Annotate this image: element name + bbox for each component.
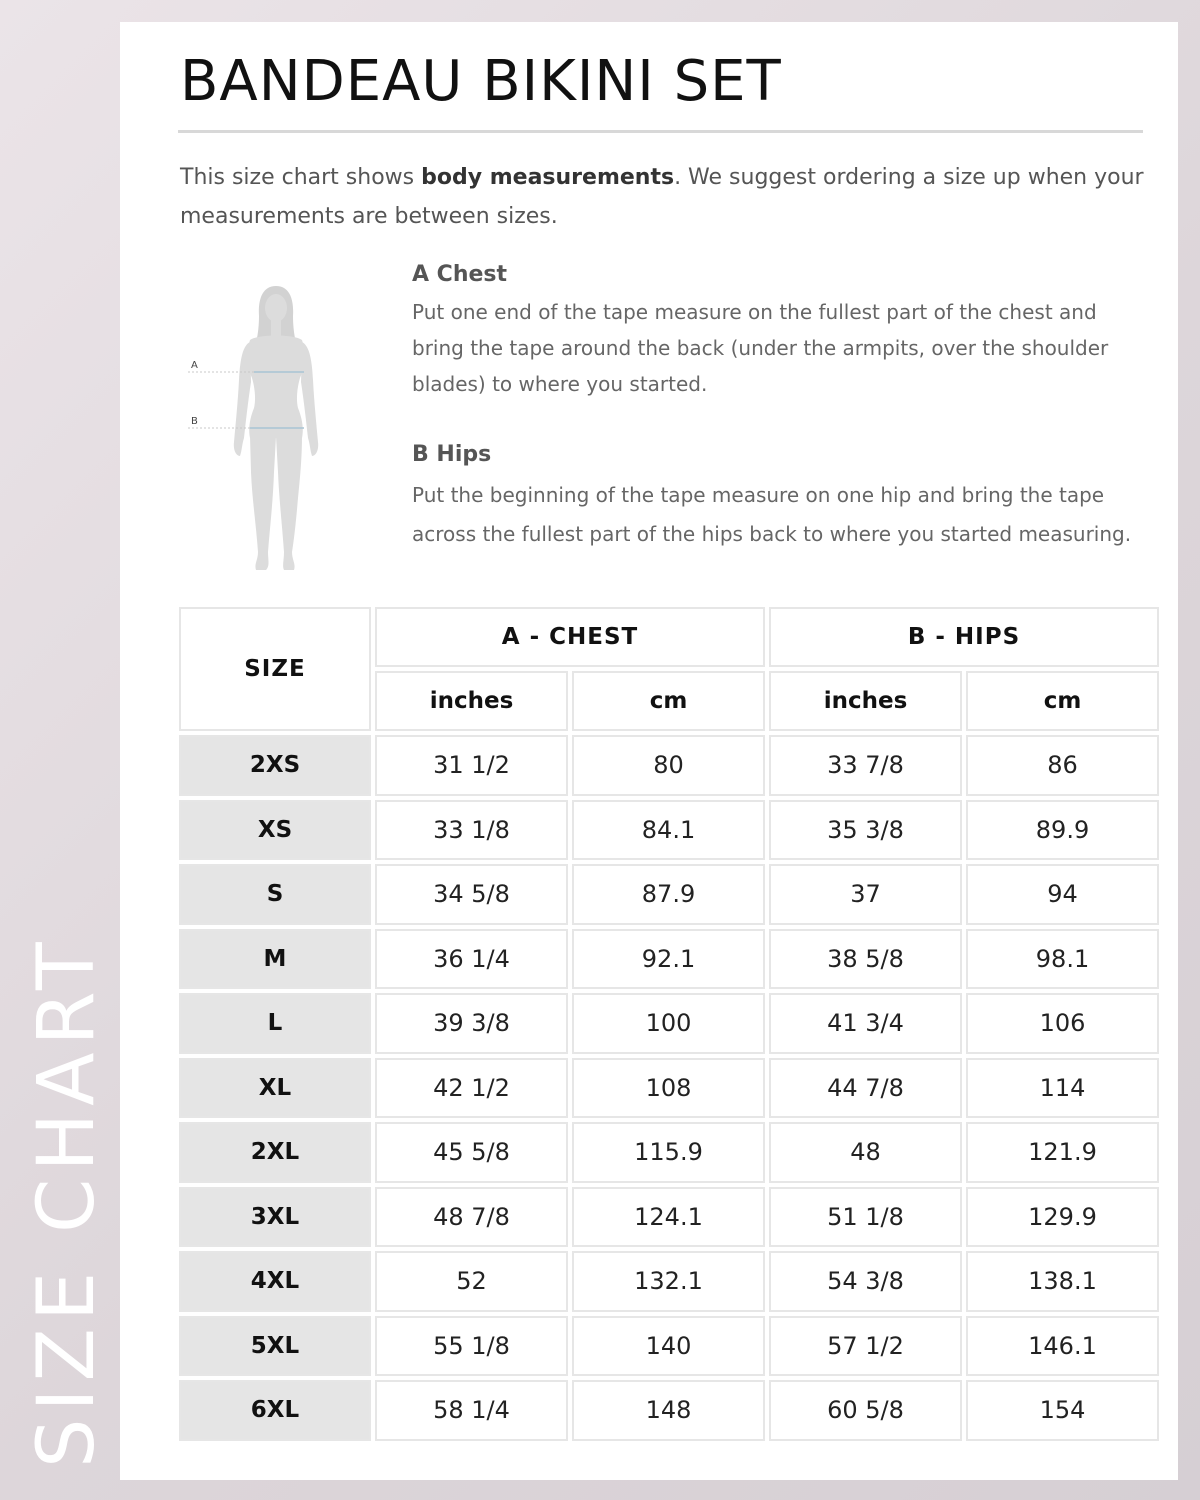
table-row xyxy=(179,1187,1159,1248)
hips-cm-cell: 138.1 xyxy=(966,1251,1159,1312)
chest-inches-cell: 45 5/8 xyxy=(375,1122,568,1183)
hips-cm-cell: 94 xyxy=(966,864,1159,925)
chest-inches-cell: 31 1/2 xyxy=(375,735,568,796)
chest-cm-cell: 132.1 xyxy=(572,1251,765,1312)
table-row xyxy=(179,1316,1159,1377)
chest-group-header: A - CHEST xyxy=(375,607,765,667)
chest-cm-cell: 148 xyxy=(572,1380,765,1441)
size-cell: S xyxy=(179,864,371,925)
size-table-body xyxy=(179,735,1159,1441)
chest-inches-cell: 39 3/8 xyxy=(375,993,568,1054)
size-table xyxy=(175,603,1163,1445)
chest-inches-cell: 36 1/4 xyxy=(375,929,568,990)
size-column-header: SIZE xyxy=(179,607,371,731)
chest-inches-cell: 58 1/4 xyxy=(375,1380,568,1441)
chest-inches-header: inches xyxy=(375,671,568,731)
table-row xyxy=(179,735,1159,796)
hips-inches-cell: 33 7/8 xyxy=(769,735,962,796)
chest-cm-cell: 87.9 xyxy=(572,864,765,925)
hips-text: Put the beginning of the tape measure on one hip and bring the tape across the fullest part of the hips back to where you started measuring. xyxy=(412,483,1132,546)
figure-label-a: A xyxy=(191,360,198,371)
table-row xyxy=(179,1251,1159,1312)
size-cell: 3XL xyxy=(179,1187,371,1248)
chest-inches-cell: 33 1/8 xyxy=(375,800,568,861)
chest-heading: A Chest xyxy=(412,262,508,287)
chest-cm-header: cm xyxy=(572,671,765,731)
hips-heading: B Hips xyxy=(412,442,492,467)
chest-inches-cell: 48 7/8 xyxy=(375,1187,568,1248)
chest-cm-cell: 115.9 xyxy=(572,1122,765,1183)
intro-text-start: This size chart shows xyxy=(180,165,422,190)
size-cell: XL xyxy=(179,1058,371,1119)
size-cell: 6XL xyxy=(179,1380,371,1441)
table-row xyxy=(179,929,1159,990)
chest-cm-cell: 100 xyxy=(572,993,765,1054)
hips-cm-cell: 129.9 xyxy=(966,1187,1159,1248)
intro-text-end: . We suggest ordering a size up when your measurements are between sizes. xyxy=(180,165,1144,229)
hips-cm-cell: 121.9 xyxy=(966,1122,1159,1183)
hips-group-header: B - HIPS xyxy=(769,607,1159,667)
hips-cm-cell: 146.1 xyxy=(966,1316,1159,1377)
hips-inches-cell: 54 3/8 xyxy=(769,1251,962,1312)
hips-inches-cell: 35 3/8 xyxy=(769,800,962,861)
size-chart-card xyxy=(120,22,1178,1480)
hips-inches-cell: 41 3/4 xyxy=(769,993,962,1054)
size-cell: 2XL xyxy=(179,1122,371,1183)
size-cell: XS xyxy=(179,800,371,861)
hips-inches-cell: 60 5/8 xyxy=(769,1380,962,1441)
intro-text xyxy=(180,158,1145,236)
title-divider xyxy=(178,130,1143,133)
chest-instructions xyxy=(412,258,1147,402)
chest-cm-cell: 92.1 xyxy=(572,929,765,990)
table-row xyxy=(179,1058,1159,1119)
hips-inches-cell: 38 5/8 xyxy=(769,929,962,990)
chest-inches-cell: 52 xyxy=(375,1251,568,1312)
table-row xyxy=(179,993,1159,1054)
hips-cm-header: cm xyxy=(966,671,1159,731)
page-title: BANDEAU BIKINI SET xyxy=(180,49,782,114)
hips-cm-cell: 106 xyxy=(966,993,1159,1054)
hips-cm-cell: 89.9 xyxy=(966,800,1159,861)
hips-inches-header: inches xyxy=(769,671,962,731)
hips-inches-cell: 57 1/2 xyxy=(769,1316,962,1377)
chest-inches-cell: 42 1/2 xyxy=(375,1058,568,1119)
hips-instructions xyxy=(412,438,1147,554)
table-row xyxy=(179,800,1159,861)
hips-cm-cell: 114 xyxy=(966,1058,1159,1119)
chest-cm-cell: 124.1 xyxy=(572,1187,765,1248)
hips-inches-cell: 37 xyxy=(769,864,962,925)
chest-cm-cell: 80 xyxy=(572,735,765,796)
hips-cm-cell: 86 xyxy=(966,735,1159,796)
intro-text-bold: body measurements xyxy=(421,165,675,190)
hips-cm-cell: 154 xyxy=(966,1380,1159,1441)
hips-inches-cell: 48 xyxy=(769,1122,962,1183)
size-cell: 2XS xyxy=(179,735,371,796)
size-chart-side-label: SIZE CHART xyxy=(22,935,112,1468)
chest-cm-cell: 108 xyxy=(572,1058,765,1119)
body-measurement-figure xyxy=(178,262,378,582)
figure-label-b: B xyxy=(191,416,198,427)
chest-cm-cell: 140 xyxy=(572,1316,765,1377)
size-cell: M xyxy=(179,929,371,990)
size-cell: L xyxy=(179,993,371,1054)
chest-cm-cell: 84.1 xyxy=(572,800,765,861)
hips-inches-cell: 44 7/8 xyxy=(769,1058,962,1119)
chest-text: Put one end of the tape measure on the fullest part of the chest and bring the tape around the back (under the armpits, over the shoulder blades) to where you started. xyxy=(412,300,1109,396)
chest-inches-cell: 34 5/8 xyxy=(375,864,568,925)
size-cell: 4XL xyxy=(179,1251,371,1312)
table-row xyxy=(179,864,1159,925)
table-row xyxy=(179,1122,1159,1183)
chest-inches-cell: 55 1/8 xyxy=(375,1316,568,1377)
size-cell: 5XL xyxy=(179,1316,371,1377)
hips-inches-cell: 51 1/8 xyxy=(769,1187,962,1248)
table-row xyxy=(179,1380,1159,1441)
hips-cm-cell: 98.1 xyxy=(966,929,1159,990)
